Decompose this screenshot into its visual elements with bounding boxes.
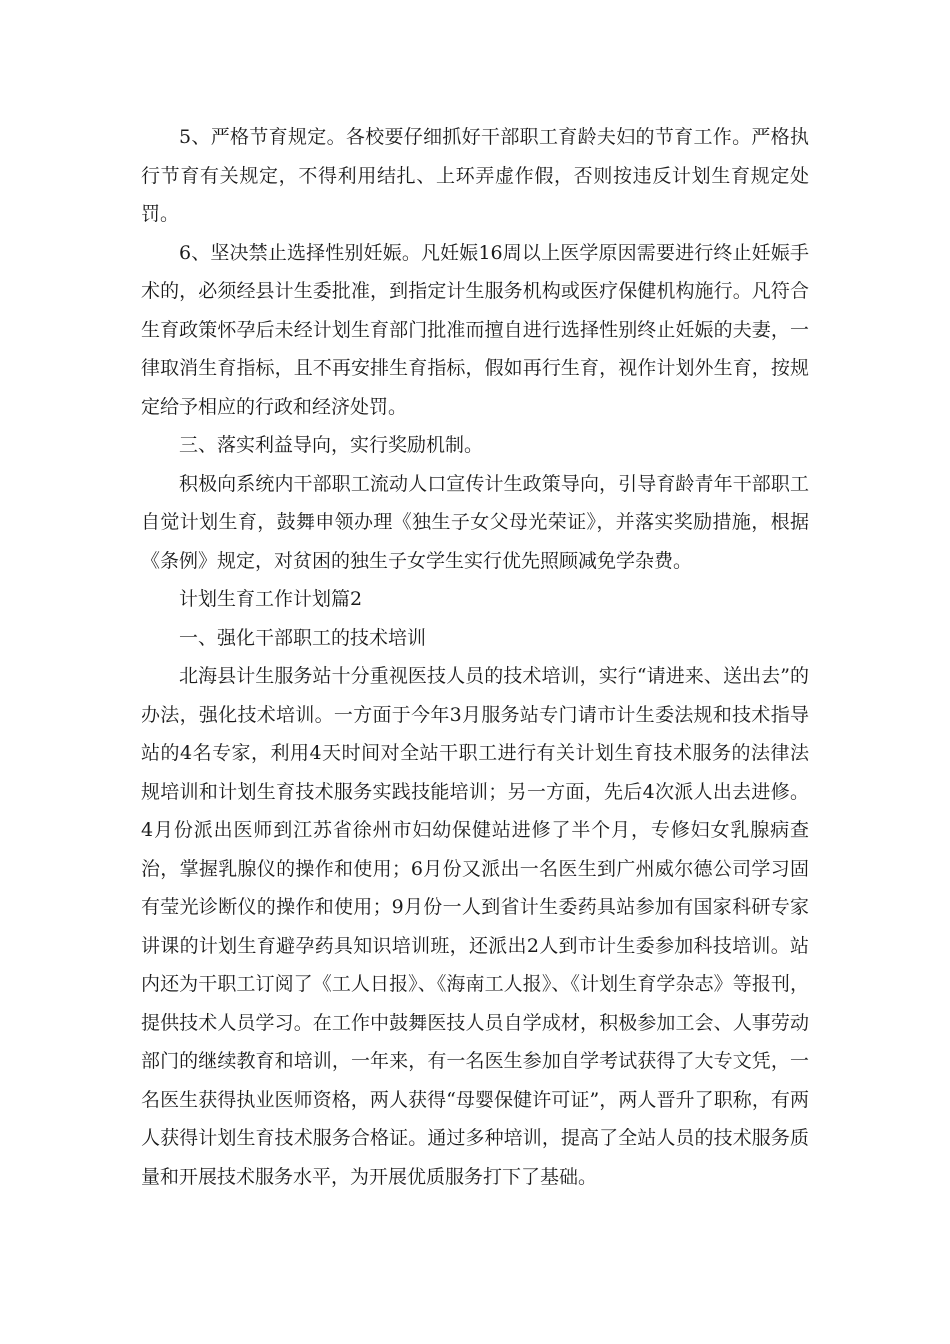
document-body (141, 118, 809, 1196)
article-heading-plan-2: 计划生育工作计划篇2 (179, 588, 363, 610)
paragraph-strict-birth-control: 5、严格节育规定。各校要仔细抓好干部职工育龄夫妇的节育工作。严格执行节育有关规定，不得利用结扎、上环弄虚作假，否则按违反计划生育规定处罚。 (141, 126, 809, 225)
paragraph-prohibit-sex-selection: 6、坚决禁止选择性别妊娠。凡妊娠16周以上医学原因需要进行终止妊娠手术的，必须经县计生委批准，到指定计生服务机构或医疗保健机构施行。凡符合生育政策怀孕后未经计划生育部门批准而擅自进行选择性别终止妊娠的夫妻，一律取消生育指标，且不再安排生育指标，假如再行生育，视作计划外生育，按规定给予相应的行政和经济处罚。 (141, 241, 809, 418)
section-heading-incentives: 三、落实利益导向，实行奖励机制。 (179, 434, 484, 456)
paragraph-policy-promotion: 积极向系统内干部职工流动人口宣传计生政策导向，引导育龄青年干部职工自觉计划生育，鼓舞申领办理《独生子女父母光荣证》，并落实奖励措施，根据《条例》规定，对贫困的独生子女学生实行优先照顾减免学杂费。 (141, 472, 809, 572)
section-heading-technical-training: 一、强化干部职工的技术培训 (179, 626, 427, 649)
paragraph-training-details: 北海县计生服务站十分重视医技人员的技术培训，实行“请进来、送出去”的办法，强化技术培训。一方面于今年3月服务站专门请市计生委法规和技术指导站的4名专家，利用4天时间对全站干职工进行有关计划生育技术服务的法律法规培训和计划生育技术服务实践技能培训；另一方面，先后4次派人出去进修。4月份派出医师到江苏省徐州市妇幼保健站进修了半个月，专修妇女乳腺病查治，掌握乳腺仪的操作和使用；6月份又派出一名医生到广州威尔德公司学习固有莹光诊断仪的操作和使用；9月份一人到省计生委药具站参加有国家科研专家讲课的计划生育避孕药具知识培训班，还派出2人到市计生委参加科技培训。站内还为干职工订阅了《工人日报》、《海南工人报》、《计划生育学杂志》等报刊，提供技术人员学习。在工作中鼓舞医技人员自学成材，积极参加工会、人事劳动部门的继续教育和培训，一年来，有一名医生参加自学考试获得了大专文凭，一名医生获得执业医师资格，两人获得“母婴保健许可证”，两人晋升了职称，有两人获得计划生育技术服务合格证。通过多种培训，提高了全站人员的技术服务质量和开展技术服务水平，为开展优质服务打下了基础。 (141, 665, 809, 1188)
